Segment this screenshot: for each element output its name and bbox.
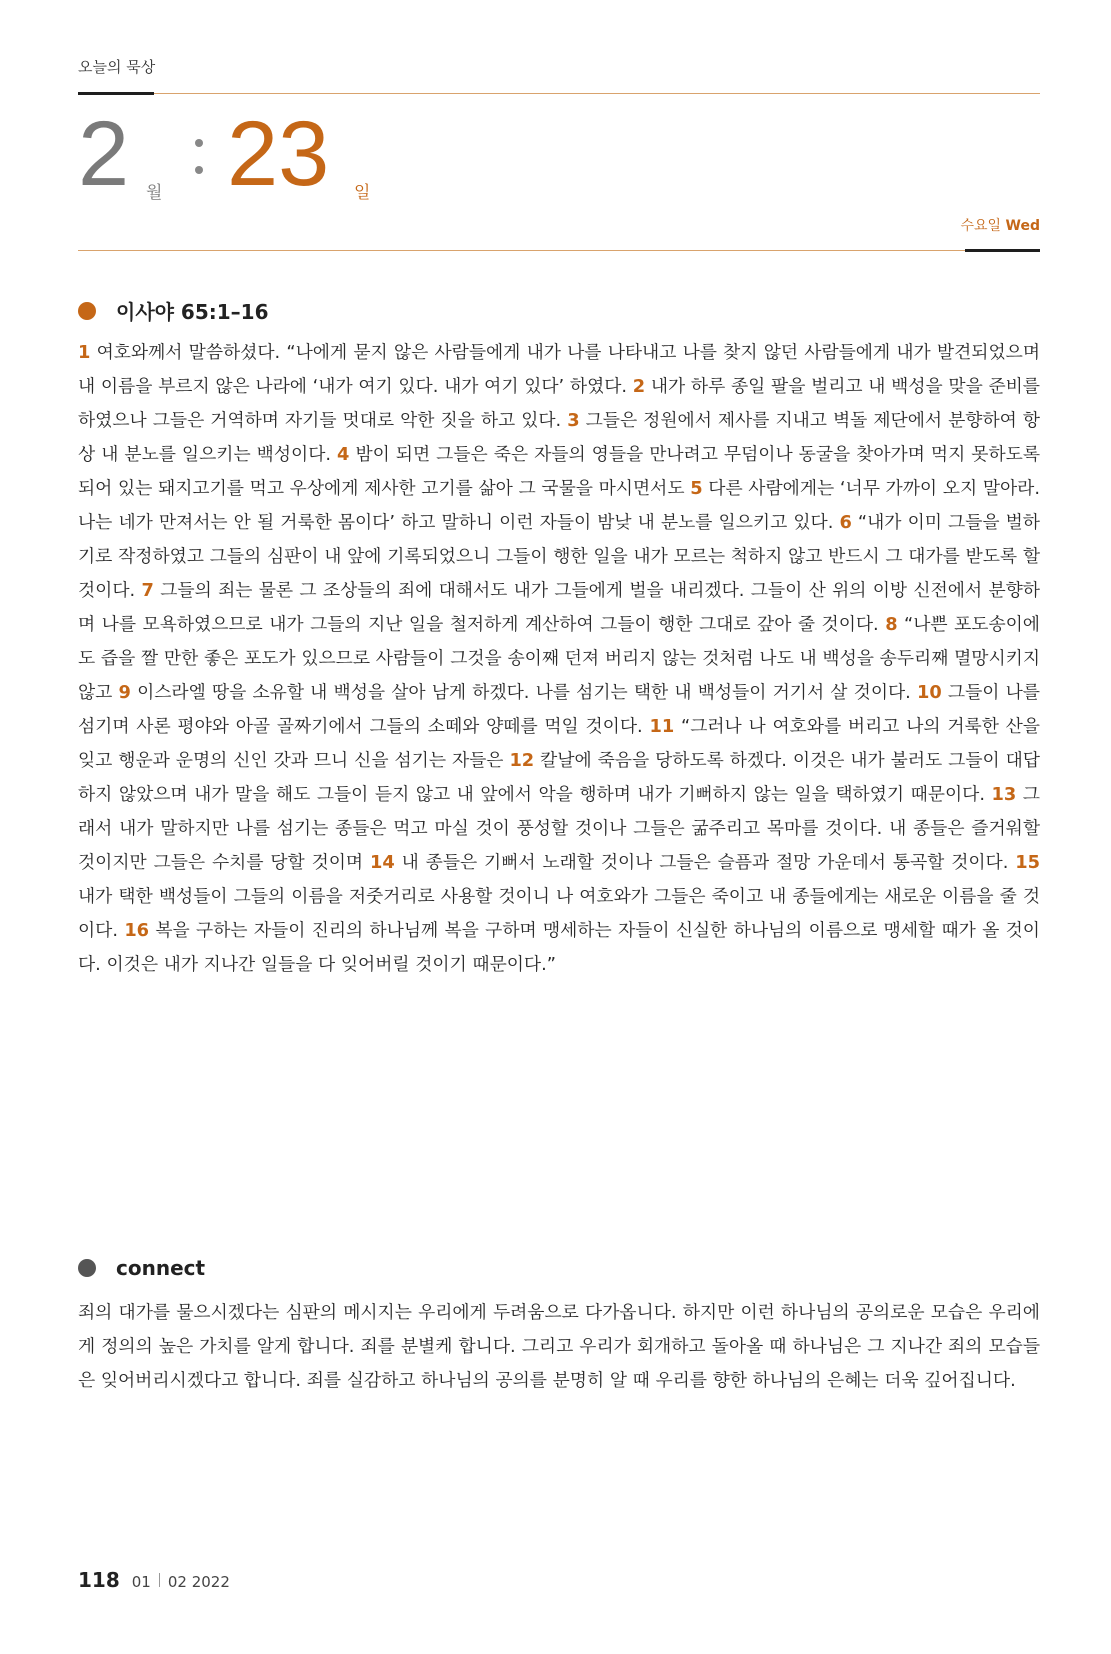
passage-text: [78, 336, 1040, 982]
verse-text: 이스라엘 땅을 소유할 내 백성을 살아 남게 하겠다. 나를 섬기는 택한 내 백성들이 거기서 살 것이다.: [130, 682, 917, 703]
verse-number: 12: [509, 750, 535, 771]
verse-text: “나쁜 포도송이에도 즙을 짤 만한 좋은 포도가 있으므로 사람들이 그것을 송이째 던져 버리지 않는 것처럼 나도 내 백성을 송두리째 멸망시키지 않고: [78, 614, 1040, 703]
section-label: 오늘의 묵상: [78, 58, 156, 76]
verse-text: 칼날에 죽음을 당하도록 하겠다. 이것은 내가 불러도 그들이 대답하지 않았으며 내가 말을 해도 그들이 듣지 않고 내 앞에서 악을 행하며 내가 기뻐하지 않는 일을 택하였기 때문이다.: [78, 750, 1040, 805]
verse-number: 3: [567, 410, 580, 431]
verse-number: 6: [839, 512, 852, 533]
verse-text: 밤이 되면 그들은 죽은 자들의 영들을 만나려고 무덤이나 동굴을 찾아가며 먹지 못하도록 되어 있는 돼지고기를 먹고 우상에게 제사한 고기를 삶아 그 국물을 마시면서도: [78, 444, 1040, 499]
passage-title: 이사야 65:1–16: [116, 300, 269, 324]
connect-text: 죄의 대가를 물으시겠다는 심판의 메시지는 우리에게 두려움으로 다가옵니다. 하지만 이런 하나님의 공의로운 모습은 우리에게 정의의 높은 가치를 알게 합니다. 죄를 분별케 합니다. 그리고 우리가 회개하고 돌아올 때 하나님은 그 지나간 죄의 모습들은 잊어버리시겠다고 합니다. 죄를 실감하고 하나님의 공의를 분명히 알 때 우리를 향한 하나님의 은혜는 더욱 깊어집니다.: [78, 1302, 1040, 1391]
date-month-unit: 월: [146, 183, 163, 203]
verse-text: 내가 택한 백성들이 그들의 이름을 저줏거리로 사용할 것이니 나 여호와가 그들은 죽이고 내 종들에게는 새로운 이름을 줄 것이다.: [78, 886, 1040, 941]
top-divider: [78, 93, 1040, 94]
footer-separator: [159, 1573, 160, 1587]
verse-number: 15: [1015, 852, 1040, 873]
verse-text: 그들이 나를 섬기며 사론 평야와 아골 골짜기에서 그들의 소떼와 양떼를 먹일 것이다.: [78, 682, 1040, 737]
connect-title: connect: [116, 1256, 206, 1280]
verse-text: 내 종들은 기뻐서 노래할 것이나 그들은 슬픔과 절망 가운데서 통곡할 것이다.: [394, 852, 1016, 873]
verse-text: 그래서 내가 말하지만 나를 섬기는 종들은 먹고 마실 것이 풍성할 것이나 그들은 굶주리고 목마를 것이다. 내 종들은 즐거워할 것이지만 그들은 수치를 당할 것이며: [78, 784, 1040, 873]
weekday-en: Wed: [1005, 218, 1040, 234]
page-number: 118: [78, 1568, 120, 1592]
verse-number: 1: [78, 342, 91, 363]
issue-month: 01: [131, 1573, 151, 1591]
verse-text: “내가 이미 그들을 벌하기로 작정하였고 그들의 심판이 내 앞에 기록되었으니 그들이 행한 일을 내가 모르는 척하지 않고 반드시 그 대가를 받도록 할 것이다.: [78, 512, 1040, 601]
verse-number: 11: [649, 716, 675, 737]
page-footer: [78, 1568, 230, 1592]
verse-number: 5: [690, 478, 703, 499]
verse-number: 10: [917, 682, 942, 703]
verse-number: 9: [118, 682, 131, 703]
date-colon-dot-icon: [195, 166, 203, 174]
date-colon-dot-icon: [195, 139, 203, 147]
verse-number: 16: [124, 920, 150, 941]
weekday-label: [961, 215, 1041, 235]
header-divider: [78, 250, 1040, 251]
verse-number: 14: [369, 852, 395, 873]
verse-text: 다른 사람에게는 ‘너무 가까이 오지 말아라. 나는 네가 만져서는 안 될 거룩한 몸이다’ 하고 말하니 이런 자들이 밤낮 내 분노를 일으키고 있다.: [78, 478, 1040, 533]
date-day-unit: 일: [354, 183, 371, 203]
verse-number: 8: [885, 614, 898, 635]
verse-text: 그들은 정원에서 제사를 지내고 벽돌 제단에서 분향하여 항상 내 분노를 일으키는 백성이다.: [78, 410, 1040, 465]
verse-number: 7: [141, 580, 154, 601]
header-divider-accent: [965, 249, 1040, 252]
verse-text: 여호와께서 말씀하셨다. “나에게 묻지 않은 사람들에게 내가 나를 나타내고 나를 찾지 않던 사람들에게 내가 발견되었으며 내 이름을 부르지 않은 나라에 ‘내가 여기 있다. 내가 여기 있다’ 하였다.: [78, 342, 1040, 397]
date-month: 2: [78, 103, 130, 205]
issue-date: 02 2022: [167, 1573, 230, 1591]
verse-text: 복을 구하는 자들이 진리의 하나님께 복을 구하며 맹세하는 자들이 신실한 하나님의 이름으로 맹세할 때가 올 것이다. 이것은 내가 지나간 일들을 다 잊어버릴 것이기 때문이다.”: [78, 920, 1040, 975]
date-day: 23: [227, 103, 330, 205]
verse-number: 2: [632, 376, 646, 397]
verse-number: 13: [991, 784, 1017, 805]
weekday-ko: 수요일: [960, 218, 1002, 234]
top-divider-accent: [78, 92, 154, 95]
verse-text: 내가 하루 종일 팔을 벌리고 내 백성을 맞을 준비를 하였으나 그들은 거역하며 자기들 멋대로 악한 짓을 하고 있다.: [78, 376, 1040, 431]
connect-heading: [78, 1256, 205, 1280]
bullet-dot-icon: [78, 1259, 96, 1277]
bullet-dot-icon: [78, 302, 96, 320]
verse-number: 4: [337, 444, 350, 465]
passage-heading: [78, 296, 269, 325]
verse-text: 그들의 죄는 물론 그 조상들의 죄에 대해서도 내가 그들에게 벌을 내리겠다. 그들이 산 위의 이방 신전에서 분향하며 나를 모욕하였으므로 내가 그들의 지난 일을 철저하게 계산하여 그들이 행한 그대로 갚아 줄 것이다.: [78, 580, 1040, 635]
verse-text: “그러나 나 여호와를 버리고 나의 거룩한 산을 잊고 행운과 운명의 신인 갓과 므니 신을 섬기는 자들은: [78, 716, 1040, 771]
